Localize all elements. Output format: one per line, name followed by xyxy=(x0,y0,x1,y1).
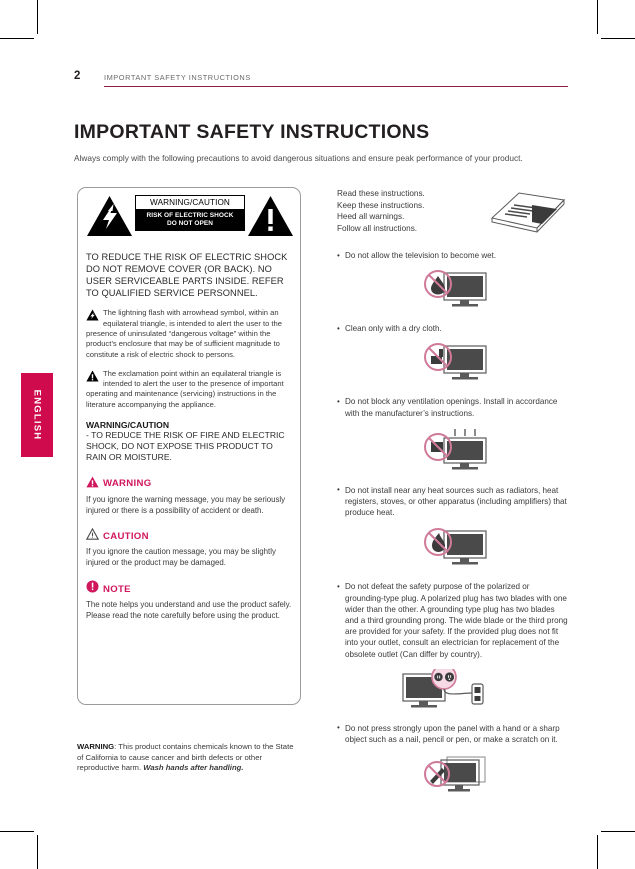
crop-mark-bottom-right-h xyxy=(601,831,635,832)
crop-mark-top-right-v xyxy=(597,0,598,34)
page-title: IMPORTANT SAFETY INSTRUCTIONS xyxy=(74,121,430,144)
warning-caution-body: - TO REDUCE THE RISK OF FIRE AND ELECTRIC SHOCK, DO NOT EXPOSE THIS PRODUCT TO RAIN OR MOISTURE. xyxy=(86,430,285,463)
alert-caution xyxy=(86,527,294,569)
shock-banner-text xyxy=(135,195,245,231)
read-line-3: Follow all instructions. xyxy=(337,223,418,233)
read-line-2: Heed all warnings. xyxy=(337,212,405,222)
alert-warning-body: If you ignore the warning message, you may be seriously injured or there is a possibility of accident or death. xyxy=(86,494,286,515)
prop65-text: : This product contains chemicals known to the State of California to cause cancer and birth defects or other reproductive harm. xyxy=(77,742,294,773)
prop65-warning xyxy=(77,742,301,774)
no-spray-cloth-tv-icon xyxy=(337,342,569,386)
shock-banner xyxy=(86,195,294,245)
no-sharp-object-tv-icon xyxy=(337,754,569,798)
alert-note-label: NOTE xyxy=(103,583,131,595)
language-tab-english xyxy=(21,373,53,457)
alert-note xyxy=(86,580,294,622)
alert-caution-label: CAUTION xyxy=(103,530,149,542)
polarized-plug-outlet-icon xyxy=(337,669,569,713)
shock-subtitle-line2: DO NOT OPEN xyxy=(166,220,214,228)
shock-subtitle-line1: RISK OF ELECTRIC SHOCK xyxy=(146,212,234,219)
crop-mark-top-left-v xyxy=(37,0,38,34)
page-number: 2 xyxy=(74,70,81,82)
crop-mark-bottom-left-v xyxy=(37,835,38,869)
crop-mark-bottom-right-v xyxy=(597,835,598,869)
language-tab-label: ENGLISH xyxy=(31,389,43,441)
running-header-title: IMPORTANT SAFETY INSTRUCTIONS xyxy=(104,73,251,82)
electric-shock-warning-box xyxy=(77,187,301,705)
read-instructions-block xyxy=(337,188,487,234)
lightning-flash-text: The lightning flash with arrowhead symbol, within an equilateral triangle, is intended to alert the user to the presence of uninsulated “dangerous voltage” within the product’s enclosure that may be of sufficient magnitude to constitute a risk of electric shock to persons. xyxy=(86,308,282,359)
alert-caution-body: If you ignore the caution message, you may be slightly injured or the product may be damaged. xyxy=(86,547,276,568)
alert-warning xyxy=(86,475,294,517)
exclamation-point-paragraph xyxy=(86,369,294,410)
safety-instruction-list xyxy=(337,188,569,798)
exclamation-point-text: The exclamation point within an equilateral triangle is intended to alert the user to the presence of important operating and maintenance (servicing) instructions in the literature accompanying the appliance. xyxy=(86,368,284,409)
list-item: • Do not press strongly upon the panel with a hand or a sharp object such as a nail, pencil or pen, or make a scratch on it. xyxy=(337,723,569,745)
lightning-flash-paragraph xyxy=(86,308,294,359)
prop65-italic-tail: Wash hands after handling. xyxy=(143,763,244,773)
no-block-vents-tv-icon xyxy=(337,427,569,475)
shock-subtitle xyxy=(135,210,245,231)
shock-caps-notice: TO REDUCE THE RISK OF ELECTRIC SHOCK DO NOT REMOVE COVER (OR BACK). NO USER SERVICEABLE PARTS INSIDE. REFER TO QUALIFIED SERVICE PERSONNEL. xyxy=(86,252,288,299)
crop-mark-top-left-h xyxy=(0,38,34,39)
crop-mark-bottom-left-h xyxy=(0,831,34,832)
manual-book-icon xyxy=(489,188,567,245)
no-water-tv-icon xyxy=(337,269,569,313)
lightning-bolt-triangle-icon xyxy=(86,195,133,237)
list-item: • Clean only with a dry cloth. xyxy=(337,323,569,334)
warning-triangle-filled-icon xyxy=(86,475,99,493)
list-item: • Do not block any ventilation openings. Install in accordance with the manufacturer’s instructions. xyxy=(337,396,569,418)
list-item: • Do not allow the television to become wet. xyxy=(337,250,569,261)
note-circle-icon xyxy=(86,580,99,598)
lightning-triangle-small-icon xyxy=(86,309,99,324)
exclamation-triangle-icon xyxy=(247,195,294,237)
alert-warning-label: WARNING xyxy=(103,478,152,490)
alert-note-body: The note helps you understand and use the product safely. Please read the note carefully before using the product. xyxy=(86,600,292,621)
read-line-0: Read these instructions. xyxy=(337,189,425,198)
list-item: • Do not install near any heat sources such as radiators, heat registers, stoves, or other apparatus (including amplifiers) that produce heat. xyxy=(337,485,569,519)
prop65-lead: WARNING xyxy=(77,742,115,751)
warning-caution-heading: WARNING/CAUTION xyxy=(86,420,170,431)
crop-mark-top-right-h xyxy=(601,38,635,39)
intro-paragraph: Always comply with the following precautions to avoid dangerous situations and ensure peak performance of your product. xyxy=(74,153,523,164)
no-heat-source-tv-icon xyxy=(337,527,569,571)
caution-triangle-outline-icon xyxy=(86,527,99,545)
header-rule xyxy=(104,86,568,87)
page-header xyxy=(74,71,568,87)
list-item: • Do not defeat the safety purpose of the polarized or grounding-type plug. A polarized plug has two blades with one wider than the other. A grounding type plug has two blades and a third grounding prong. The wide blade or the third prong are provided for your safety. If the provided plug does not fit into your outlet, consult an electrician for replacement of the obsolete outlet (Can differ by country). xyxy=(337,581,569,659)
warning-caution-banner-title: WARNING/CAUTION xyxy=(135,195,245,210)
read-line-1: Keep these instructions. xyxy=(337,200,425,210)
exclamation-triangle-small-icon xyxy=(86,370,99,385)
